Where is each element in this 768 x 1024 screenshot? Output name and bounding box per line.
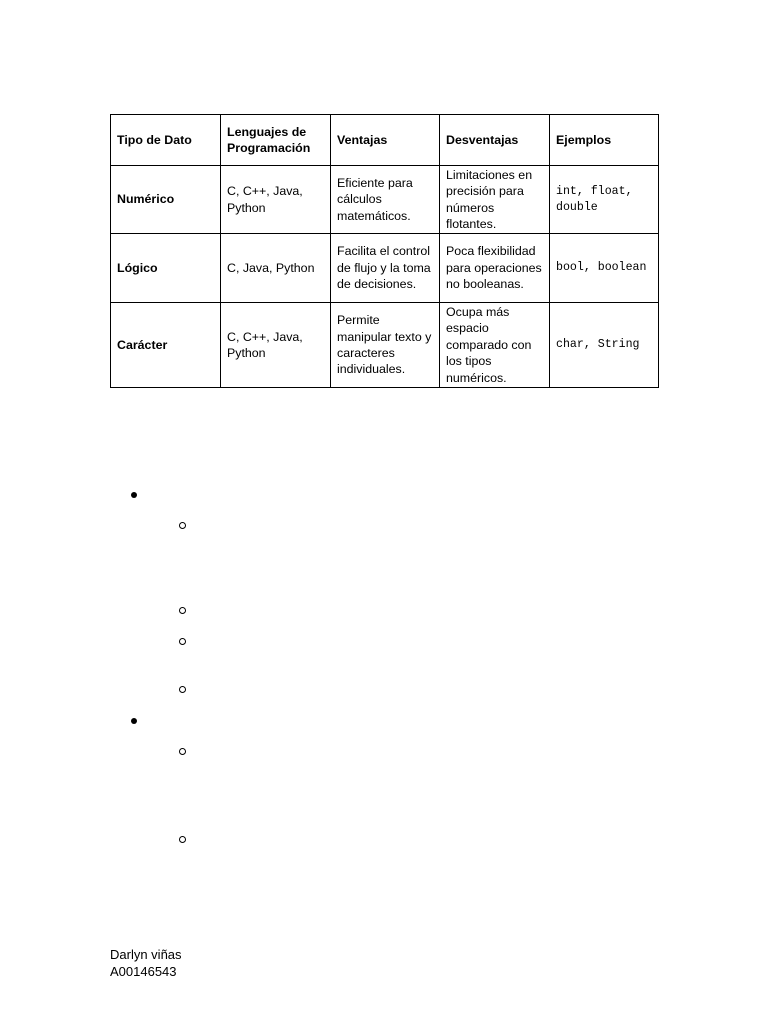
advantages-cell: Facilita el control de flujo y la toma de decisiones. <box>331 234 440 303</box>
type-cell: Numérico <box>111 166 221 234</box>
examples-cell: char, String <box>550 303 659 388</box>
sub-bullet-icon <box>179 686 186 693</box>
disadvantages-cell: Ocupa más espacio comparado con los tipos numéricos. <box>440 303 550 388</box>
table-header-row <box>111 115 659 166</box>
examples-cell: int, float, double <box>550 166 659 234</box>
languages-cell: C, C++, Java, Python <box>221 166 331 234</box>
type-cell: Carácter <box>111 303 221 388</box>
disadvantages-cell: Poca flexibilidad para operaciones no booleanas. <box>440 234 550 303</box>
table-row <box>111 166 659 234</box>
author-name: Darlyn viñas <box>110 947 182 962</box>
header-cell-type: Tipo de Dato <box>111 115 221 166</box>
sub-bullet-icon <box>179 638 186 645</box>
sub-bullet-icon <box>179 748 186 755</box>
header-cell-disadvantages: Desventajas <box>440 115 550 166</box>
student-id: A00146543 <box>110 963 177 979</box>
table-row <box>111 234 659 303</box>
examples-cell: bool, boolean <box>550 234 659 303</box>
header-cell-languages: Lenguajes de Programación <box>221 115 331 166</box>
data-types-table <box>110 114 659 388</box>
sub-bullet-icon <box>179 522 186 529</box>
footer <box>110 947 182 980</box>
languages-cell: C, Java, Python <box>221 234 331 303</box>
bullet-icon <box>131 718 137 724</box>
languages-cell: C, C++, Java, Python <box>221 303 331 388</box>
table-row <box>111 303 659 388</box>
advantages-cell: Eficiente para cálculos matemáticos. <box>331 166 440 234</box>
sub-bullet-icon <box>179 836 186 843</box>
sub-bullet-icon <box>179 607 186 614</box>
header-cell-examples: Ejemplos <box>550 115 659 166</box>
bullet-icon <box>131 492 137 498</box>
advantages-cell: Permite manipular texto y caracteres individuales. <box>331 303 440 388</box>
disadvantages-cell: Limitaciones en precisión para números flotantes. <box>440 166 550 234</box>
header-cell-advantages: Ventajas <box>331 115 440 166</box>
type-cell: Lógico <box>111 234 221 303</box>
